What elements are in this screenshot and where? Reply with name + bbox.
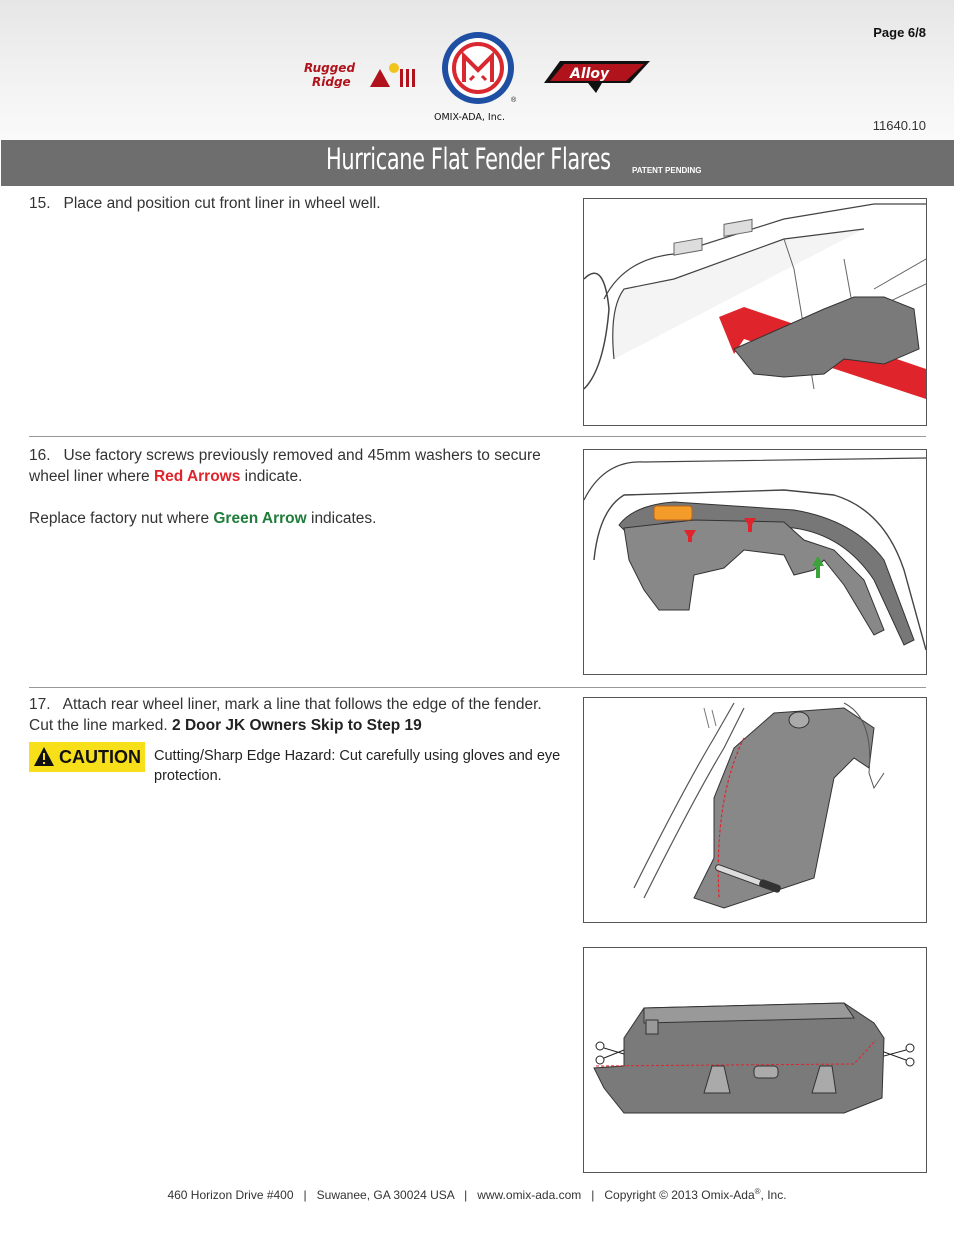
svg-text:Rugged: Rugged bbox=[304, 61, 356, 75]
step-text-2: Replace factory nut where bbox=[29, 510, 214, 527]
caution-text: Cutting/Sharp Edge Hazard: Cut carefully using gloves and eye protection. bbox=[154, 748, 561, 784]
step-number: 17. bbox=[29, 696, 51, 713]
scissors-icon-left bbox=[596, 1042, 624, 1064]
step-15 bbox=[29, 193, 559, 214]
patent-label: PATENT PENDING bbox=[632, 166, 702, 175]
green-arrow-highlight: Green Arrow bbox=[213, 510, 307, 527]
svg-text:OMIX-ADA, Inc.: OMIX-ADA, Inc. bbox=[434, 112, 505, 123]
divider bbox=[29, 687, 926, 688]
page-title: Hurricane Flat Fender Flares bbox=[326, 142, 611, 176]
figure-step-17-marking bbox=[583, 697, 927, 923]
footer: 460 Horizon Drive #400 | Suwanee, GA 30024 USA | www.omix-ada.com | Copyright © 2013 Omix-Ada®, Inc. bbox=[167, 1187, 787, 1202]
step-text: Use factory screws previously removed and 45mm washers to secure wheel liner where bbox=[29, 447, 541, 485]
red-arrows-highlight: Red Arrows bbox=[153, 468, 241, 485]
footer-city: Suwanee, GA 30024 USA bbox=[316, 1188, 455, 1202]
warning-icon bbox=[33, 746, 55, 768]
step-text-2-end: indicates. bbox=[306, 510, 377, 527]
step-17 bbox=[29, 694, 569, 736]
step-number: 15. bbox=[29, 195, 51, 212]
footer-website[interactable]: www.omix-ada.com bbox=[477, 1188, 582, 1202]
divider bbox=[29, 436, 926, 437]
caution-badge bbox=[29, 742, 145, 772]
scissors-icon-right bbox=[884, 1044, 914, 1066]
page-number: Page 6/8 bbox=[873, 25, 926, 40]
figure-step-16 bbox=[583, 449, 927, 675]
step-text: Place and position cut front liner in wheel well. bbox=[63, 195, 381, 212]
alloy-usa-logo bbox=[540, 55, 652, 95]
rugged-ridge-logo bbox=[304, 60, 418, 88]
omix-ada-logo bbox=[430, 28, 530, 124]
part-number: 11640.10 bbox=[872, 118, 926, 133]
step-text-end: indicate. bbox=[240, 468, 303, 485]
figure-step-15 bbox=[583, 198, 927, 426]
step-text: Attach rear wheel liner, mark a line that follows the edge of the fender. Cut the line marked. bbox=[29, 696, 542, 734]
caution-label: CAUTION bbox=[59, 746, 141, 767]
footer-address: 460 Horizon Drive #400 bbox=[167, 1188, 294, 1202]
footer-copyright-suffix: , Inc. bbox=[760, 1188, 787, 1202]
figure-step-17-cut bbox=[583, 947, 927, 1173]
svg-text:®: ® bbox=[511, 97, 517, 104]
step-number: 16. bbox=[29, 447, 51, 464]
footer-copyright: Copyright © 2013 Omix-Ada bbox=[604, 1188, 755, 1202]
svg-text:Ridge: Ridge bbox=[312, 75, 351, 88]
svg-text:Alloy: Alloy bbox=[570, 66, 610, 82]
registered-mark: ® bbox=[754, 1187, 761, 1196]
skip-note: 2 Door JK Owners Skip to Step 19 bbox=[172, 717, 422, 734]
step-16 bbox=[29, 445, 579, 529]
